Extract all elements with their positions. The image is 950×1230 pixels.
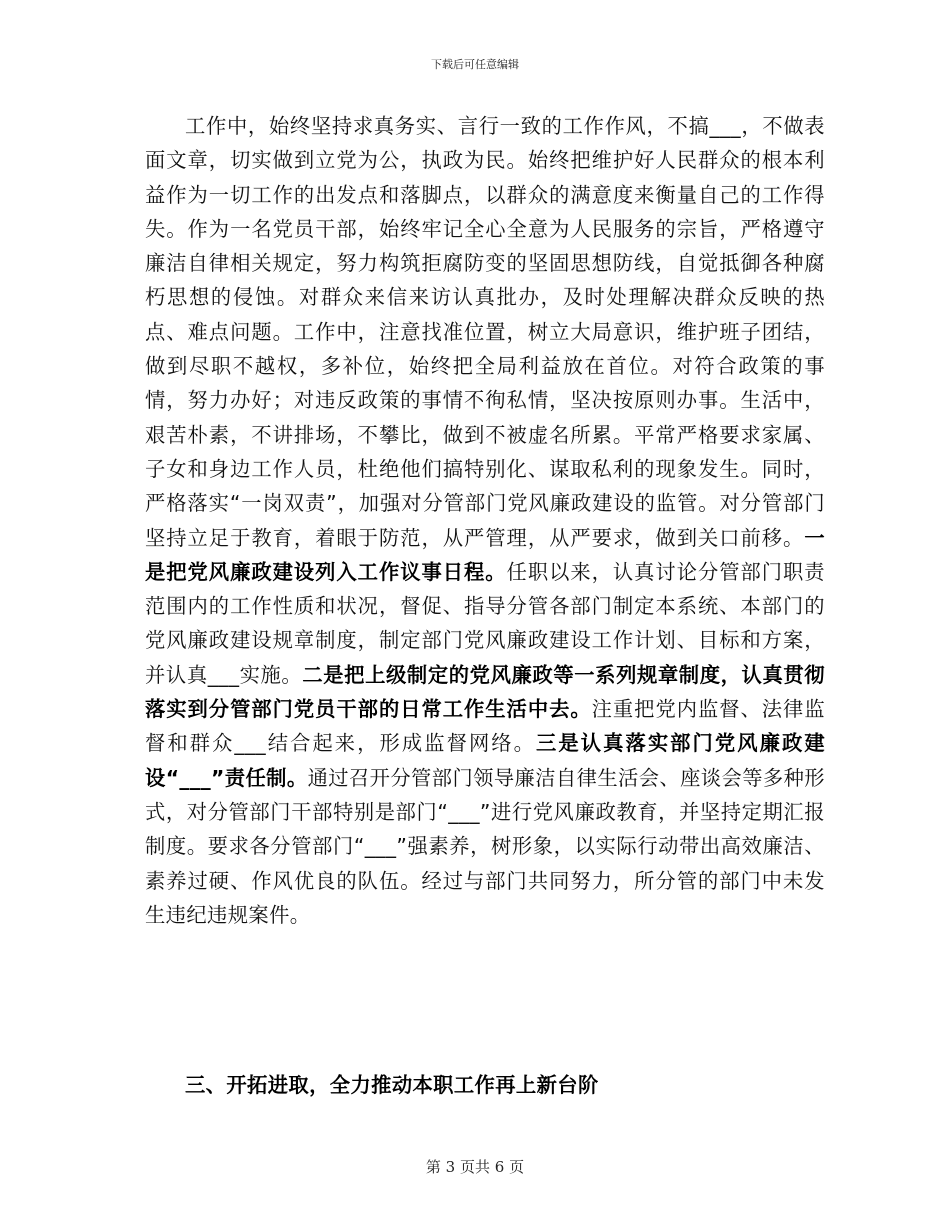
body-paragraph — [145, 109, 825, 932]
page-number-footer: 第 3 页共 6 页 — [425, 1158, 525, 1176]
paragraph-segment: 通过召开分管部门领导廉洁自律生活会、座谈会等多种形式，对分管部门干部特别是部门“___”进行党风廉政教育，并坚持定期汇报制度。要求各分管部门“___”强素养，树形象，以实际行动带出高效廉洁、素养过硬、作风优良的队伍。经过与部门共同努力，所分管的部门中未发生违纪违规案件。 — [145, 765, 825, 927]
bold-point-three: 三是认真落实部门党风廉政建设“___”责任制。 — [145, 731, 826, 790]
section-heading: 三、开拓进取，全力推动本职工作再上新台阶 — [185, 1073, 599, 1097]
body-paragraph-block — [145, 109, 825, 932]
bold-point-two: 二是把上级制定的党风廉政等一系列规章制度，认真贯彻落实到分管部门党员干部的日常工作生活中去。 — [145, 662, 825, 722]
header-note: 下载后可任意编辑 — [431, 58, 519, 71]
bold-point-one: 一是把党风廉政建设列入工作议事日程。 — [145, 525, 825, 584]
paragraph-segment: 任职以来，认真讨论分管部门职责范围内的工作性质和状况，督促、指导分管各部门制定本系统、本部门的党风廉政建设规章制度，制定部门党风廉政建设工作计划、目标和方案，并认真___实施。 — [145, 559, 825, 687]
paragraph-segment: 注重把党内监督、法律监督和群众___结合起来，形成监督网络。 — [145, 697, 826, 756]
paragraph-segment: 工作中，始终坚持求真务实、言行一致的工作作风，不搞___，不做表面文章，切实做到立党为公，执政为民。始终把维护好人民群众的根本利益作为一切工作的出发点和落脚点，以群众的满意度来衡量自己的工作得失。作为一名党员干部，始终牢记全心全意为人民服务的宗旨，严格遵守廉洁自律相关规定，努力构筑拒腐防变的坚固思想防线，自觉抵御各种腐朽思想的侵蚀。对群众来信来访认真批办，及时处理解决群众反映的热点、难点问题。工作中，注意找准位置，树立大局意识，维护班子团结，做到尽职不越权，多补位，始终把全局利益放在首位。对符合政策的事情，努力办好；对违反政策的事情不徇私情，坚决按原则办事。生活中，艰苦朴素，不讲排场，不攀比，做到不被虚名所累。平常严格要求家属、子女和身边工作人员，杜绝他们搞特别化、谋取私利的现象发生。同时，严格落实“一岗双责”，加强对分管部门党风廉政建设的监管。对分管部门坚持立足于教育，着眼于防范，从严管理，从严要求，做到关口前移。 — [145, 114, 825, 550]
